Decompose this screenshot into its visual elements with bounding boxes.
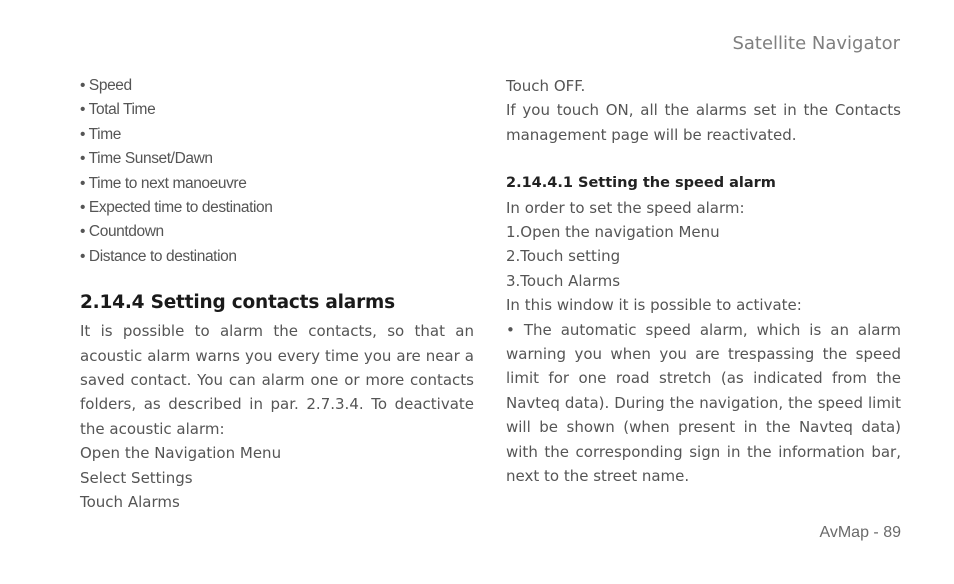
intro-line: In order to set the speed alarm:: [506, 198, 745, 217]
section-title: 2.14.4 Setting contacts alarms: [80, 292, 395, 314]
list-item: • Distance to destination: [80, 247, 237, 265]
right-column: [506, 74, 901, 489]
step-line: 2.Touch setting: [506, 247, 621, 266]
list-item: • Time to next manoeuvre: [80, 174, 247, 192]
window-line: In this window it is possible to activate:: [506, 296, 802, 315]
list-item: • Time: [80, 125, 121, 143]
subsection-title: 2.14.4.1 Setting the speed alarm: [506, 175, 776, 192]
speed-alarm-paragraph: • The automatic speed alarm, which is an alarm warning you when you are trespassing the speed limit for one road stretch (as indicated from the Navteq data). During the navigation, the speed limit will be shown (when present in the Navteq data) with the corresponding sign in the information bar, next to the street name.: [506, 320, 901, 486]
step-line: 3.Touch Alarms: [506, 271, 621, 290]
page-number: AvMap - 89: [819, 524, 901, 541]
step-line: 1.Open the navigation Menu: [506, 223, 720, 242]
step-line: Touch Alarms: [80, 493, 180, 512]
running-header: Satellite Navigator: [732, 33, 900, 54]
list-item: • Total Time: [80, 101, 156, 119]
list-item: • Speed: [80, 77, 132, 94]
list-item: • Expected time to destination: [80, 199, 273, 217]
list-item: • Time Sunset/Dawn: [80, 150, 213, 168]
step-line: Open the Navigation Menu: [80, 444, 282, 463]
touch-off-line: Touch OFF.: [506, 77, 586, 95]
left-column: [80, 74, 474, 515]
section-paragraph: It is possible to alarm the contacts, so that an acoustic alarm warns you every time you are near a saved contact. You can alarm one or more contacts folders, as described in par. 2.7.3.4. To deactivate the acoustic alarm:: [80, 322, 474, 438]
info-bullet-list: [80, 74, 474, 269]
reactivate-paragraph: If you touch ON, all the alarms set in the Contacts management page will be reactivated.: [506, 101, 901, 144]
list-item: • Countdown: [80, 223, 164, 241]
step-line: Select Settings: [80, 468, 193, 487]
